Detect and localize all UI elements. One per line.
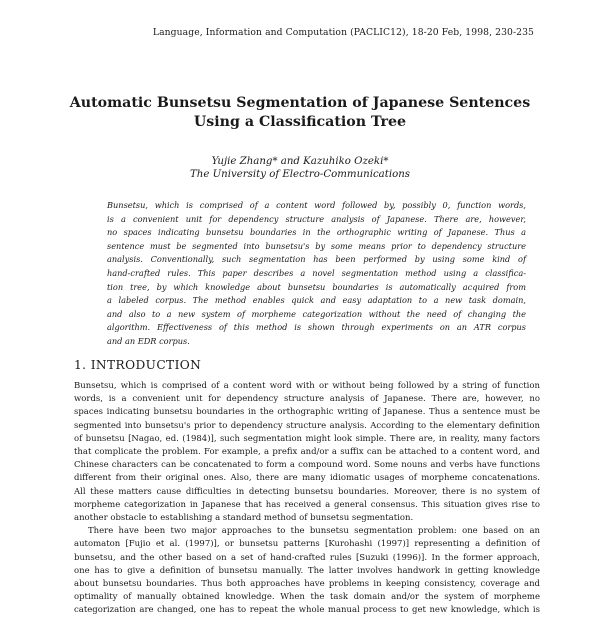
- running-header: Language, Information and Computation (PACLIC12), 18-20 Feb, 1998, 230-235: [152, 27, 534, 38]
- body-line: There have been two major approaches to the bunsetsu segmentation problem: one based on an: [88, 526, 540, 537]
- paper-title: [0, 94, 600, 132]
- section-heading: 1. INTRODUCTION: [74, 358, 202, 372]
- author-affiliation: The University of Electro-Communications: [189, 169, 411, 180]
- author-names: Yujie Zhang* and Kazuhiko Ozeki*: [211, 156, 389, 167]
- body-line: of bunsetsu [Nagao, ed. (1984)], such segmentation might look simple. There are, in reality, many factors: [74, 433, 540, 444]
- abstract-line: analysis. Conventionally, such segmentation has been performed by using some kind of: [107, 254, 526, 265]
- title-line-2: Using a Classification Tree: [193, 114, 407, 130]
- body-line: that complicate the problem. For example, a prefix and/or a suffix can be attached to a content word, and: [74, 447, 540, 458]
- abstract-line: algorithm. Effectiveness of this method is shown through experiments on an ATR corpus: [107, 322, 526, 333]
- body-line: another obstacle to establishing a standard method of bunsetsu segmentation.: [74, 513, 414, 524]
- body-text: [74, 380, 540, 618]
- body-line: one has to give a definition of bunsetsu manually. The latter involves handwork in getting knowledge: [74, 565, 540, 576]
- author-block: [0, 155, 600, 181]
- body-line: segmented into bunsetsu's prior to dependency structure analysis. According to the elementary definition: [74, 420, 540, 431]
- body-line: morpheme categorization in Japanese that has received a general consensus. This situation gives rise to: [74, 499, 540, 510]
- body-line: Bunsetsu, which is comprised of a content word with or without being followed by a string of function: [74, 381, 540, 391]
- abstract-line: Bunsetsu, which is comprised of a content word followed by, possibly 0, function words,: [107, 200, 526, 210]
- abstract-line: and an EDR corpus.: [107, 335, 190, 346]
- abstract-line: hand-crafted rules. This paper describes a novel segmentation method using a classifica-: [107, 267, 526, 278]
- title-line-1: Automatic Bunsetsu Segmentation of Japanese Sentences: [69, 95, 531, 111]
- abstract-line: and also to a new system of morpheme categorization without the need of changing the: [107, 308, 526, 319]
- body-line: bunsetsu, and the other based on a set of hand-crafted rules [Suzuki (1996)]. In the former approach,: [74, 552, 540, 563]
- body-line: about bunsetsu boundaries. Thus both approaches have problems in keeping consistency, coverage and: [74, 579, 540, 590]
- abstract: [107, 199, 526, 349]
- abstract-line: tion tree, by which knowledge about bunsetsu boundaries is automatically acquired from: [107, 281, 526, 292]
- body-line: Chinese characters can be concatenated to form a compound word. Some nouns and verbs have functions: [74, 460, 540, 471]
- body-line: automaton [Fujio et al. (1997)], or bunsetsu patterns [Kurohashi (1997)] representing a definition of: [74, 539, 540, 550]
- body-line: optimality of manually obtained knowledge. When the task domain and/or the system of morpheme: [74, 592, 540, 603]
- abstract-line: is a convenient unit for dependency structure analysis of Japanese. There are, however,: [107, 213, 526, 224]
- body-line: spaces indicating bunsetsu boundaries in the orthographic writing of Japanese. Thus a sentence must be: [74, 407, 540, 418]
- abstract-line: sentence must be segmented into bunsetsu's by some means prior to dependency structure: [107, 240, 526, 251]
- body-line: words, is a convenient unit for dependency structure analysis of Japanese. There are, however, no: [74, 394, 540, 405]
- body-line: categorization are changed, one has to repeat the whole manual process to get new knowledge, which is: [74, 605, 540, 616]
- body-line: different from their original ones. Also, there are many idiomatic usages of morpheme concatenations.: [74, 473, 540, 484]
- body-line: All these matters cause difficulties in detecting bunsetsu boundaries. Moreover, there is no system of: [74, 486, 540, 497]
- abstract-line: a labeled corpus. The method enables quick and easy adaptation to a new task domain,: [107, 295, 526, 306]
- abstract-line: no spaces indicating bunsetsu boundaries in the orthographic writing of Japanese. Thus a: [107, 227, 526, 238]
